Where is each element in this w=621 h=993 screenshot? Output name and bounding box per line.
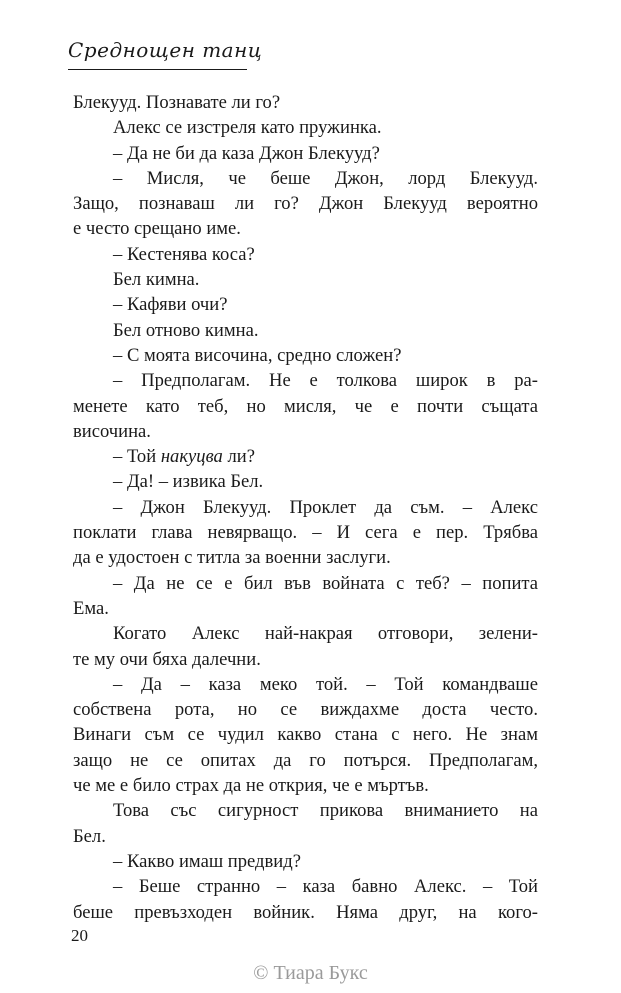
body-text bbox=[73, 90, 538, 925]
text-line: – Мисля, че беше Джон, лорд Блекууд. bbox=[113, 167, 538, 189]
text-line: те му очи бяха далечни. bbox=[73, 648, 261, 670]
copyright-watermark: © Тиара Букс bbox=[253, 962, 368, 984]
text-segment: ли? bbox=[222, 446, 255, 468]
text-line: – С моята височина, средно сложен? bbox=[113, 344, 402, 366]
text-line: Бел кимна. bbox=[113, 269, 200, 291]
text-line: поклати глава невярващо. – И сега е пер. Трябва bbox=[73, 522, 538, 544]
text-segment: – Той bbox=[113, 446, 161, 468]
text-line: – Кафяви очи? bbox=[113, 294, 228, 316]
emphasized-word: накуцва bbox=[160, 446, 223, 468]
text-line: – Джон Блекууд. Проклет да съм. – Алекс bbox=[113, 496, 538, 518]
text-line: – Да – каза меко той. – Той командваше bbox=[113, 673, 538, 695]
text-line: Алекс се изстреля като пружинка. bbox=[113, 117, 382, 139]
text-line: Това със сигурност прикова вниманието на bbox=[113, 800, 538, 822]
text-line: собствена рота, но се виждахме доста често. bbox=[73, 699, 538, 721]
text-line: – Какво имаш предвид? bbox=[113, 850, 301, 872]
text-line: – Беше странно – каза бавно Алекс. – Той bbox=[113, 876, 538, 898]
page-number: 20 bbox=[71, 926, 88, 945]
text-line: да е удостоен с титла за военни заслуги. bbox=[73, 547, 391, 569]
text-line: височина. bbox=[73, 420, 151, 442]
text-line: менете като теб, но мисля, че е почти същата bbox=[73, 395, 538, 417]
text-line: Ема. bbox=[73, 597, 109, 619]
text-line: Блекууд. Познавате ли го? bbox=[73, 92, 281, 113]
text-line: че ме е било страх да не открия, че е мъртъв. bbox=[73, 775, 429, 797]
text-line bbox=[73, 444, 538, 469]
text-line: – Да не се е бил във войната с теб? – попита bbox=[113, 572, 538, 594]
text-line: – Кестенява коса? bbox=[113, 243, 255, 265]
text-line: – Да! – извика Бел. bbox=[113, 471, 264, 493]
text-line: защо не се опитах да го потърся. Предполагам, bbox=[73, 749, 538, 771]
text-line: Бел отново кимна. bbox=[113, 319, 259, 341]
text-line: е често срещано име. bbox=[73, 218, 241, 240]
text-line: – Предполагам. Не е толкова широк в ра- bbox=[113, 370, 538, 392]
text-line: – Да не би да каза Джон Блекууд? bbox=[113, 142, 380, 164]
text-line: беше превъзходен войник. Няма друг, на кого- bbox=[73, 901, 538, 923]
text-line: Бел. bbox=[73, 825, 106, 847]
text-line: Винаги съм се чудил какво стана с него. Не знам bbox=[73, 724, 538, 746]
text-line: Защо, познаваш ли го? Джон Блекууд вероятно bbox=[73, 193, 538, 215]
text-line: Когато Алекс най-накрая отговори, зелени- bbox=[113, 623, 538, 645]
running-head-rule bbox=[68, 69, 247, 70]
running-head: Среднощен танц bbox=[68, 38, 263, 62]
